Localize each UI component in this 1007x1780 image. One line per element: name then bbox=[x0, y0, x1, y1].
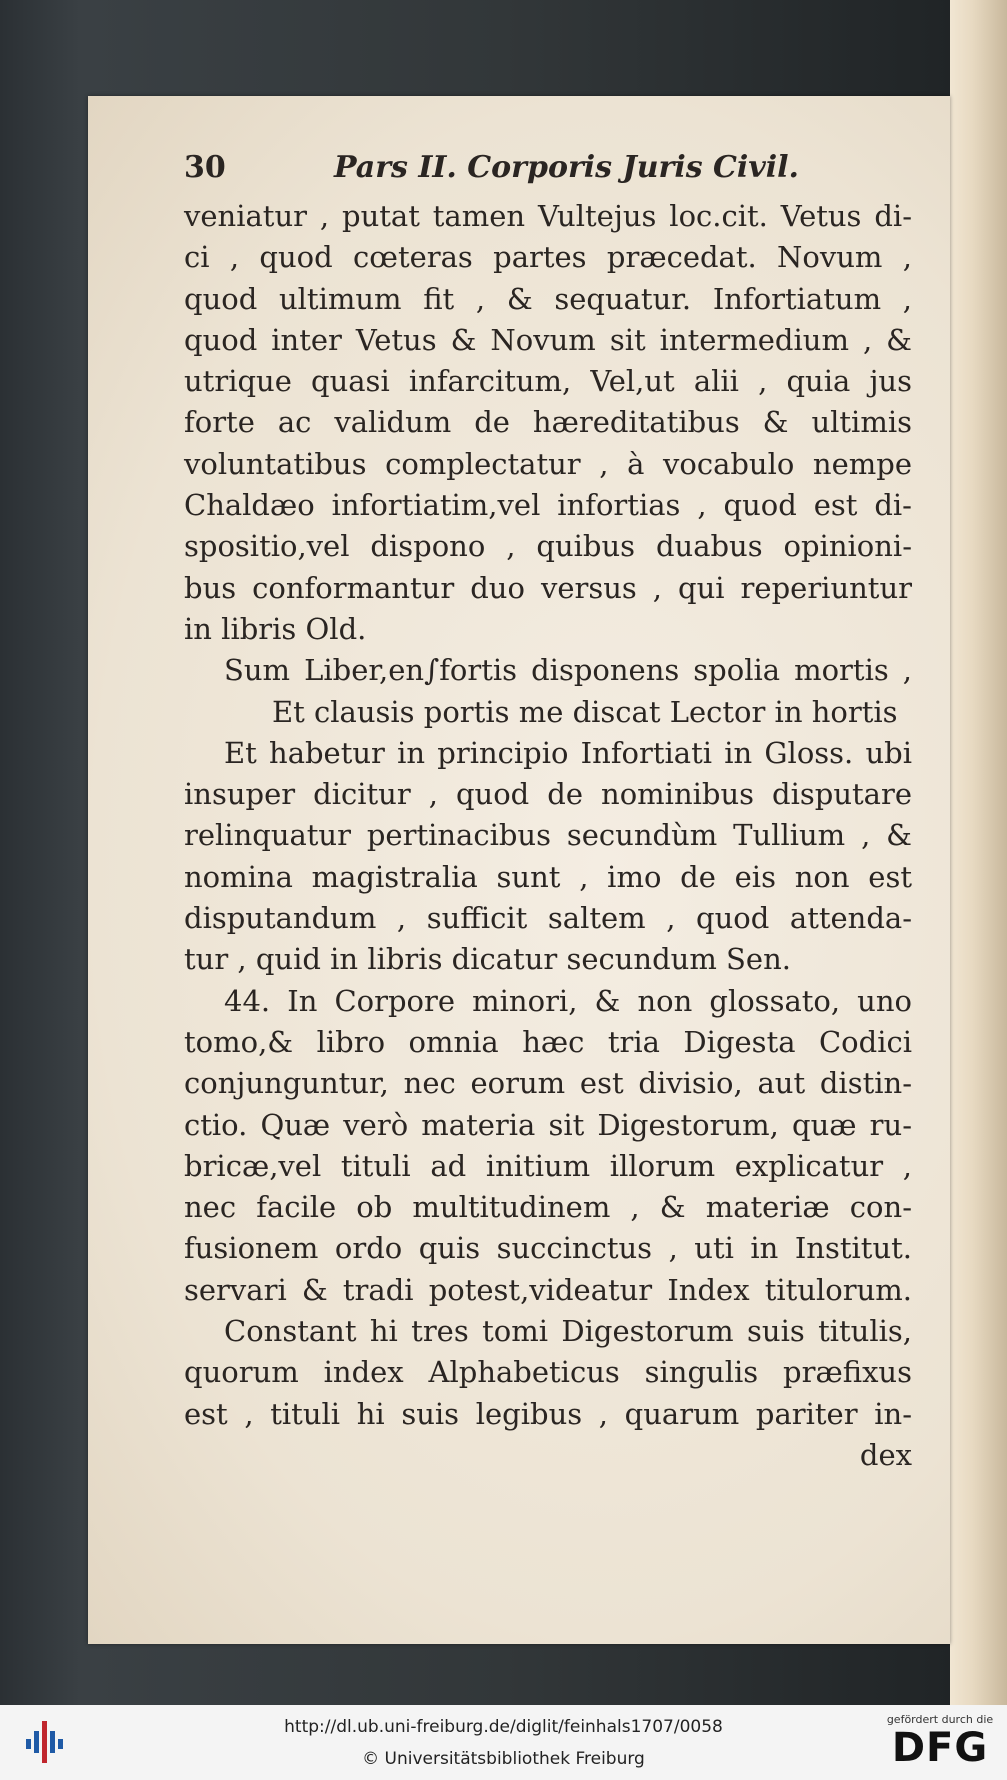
text-line: veniatur , putat tamen Vultejus loc.cit. Vetus di- bbox=[184, 199, 912, 233]
facing-page-edge bbox=[950, 0, 1007, 1705]
text-line: forte ac validum de hæreditatibus & ultimis bbox=[184, 405, 912, 440]
text-line: voluntatibus complectatur , à vocabulo nempe bbox=[184, 446, 912, 481]
running-title: Pars II. Corporis Juris Civil. bbox=[334, 150, 799, 185]
text-line: conjunguntur, nec eorum est divisio, aut distin- bbox=[184, 1066, 912, 1101]
text-line: Et clausis portis me discat Lector in hortis bbox=[272, 694, 898, 729]
text-line: utrique quasi infarcitum, Vel,ut alii , quia jus bbox=[184, 364, 912, 399]
text-line: insuper dicitur , quod de nominibus disputare bbox=[184, 777, 912, 812]
text-line: relinquatur pertinacibus secundùm Tullium , & bbox=[184, 818, 912, 853]
text-line: servari & tradi potest,videatur Index titulorum. bbox=[184, 1272, 912, 1307]
text-lines bbox=[184, 196, 912, 1435]
text-line: disputandum , sufficit saltem , quod attenda- bbox=[184, 901, 912, 936]
funder-badge bbox=[880, 1713, 1000, 1775]
text-line: bricæ,vel tituli ad initium illorum explicatur , bbox=[184, 1148, 912, 1183]
running-head bbox=[184, 150, 912, 196]
text-line: quod inter Vetus & Novum sit intermedium , & bbox=[184, 322, 912, 357]
funder-caption: gefördert durch die bbox=[886, 1713, 994, 1726]
footer-bar bbox=[0, 1705, 1007, 1780]
text-line: quorum index Alphabeticus singulis præfixus bbox=[184, 1355, 912, 1390]
text-line: ctio. Quæ verò materia sit Digestorum, quæ ru- bbox=[184, 1107, 912, 1142]
text-line: Chaldæo infortiatim,vel infortias , quod est di- bbox=[184, 488, 912, 523]
text-line: tur , quid in libris dicatur secundum Sen. bbox=[184, 942, 791, 977]
text-line: in libris Old. bbox=[184, 611, 367, 646]
text-line: ci , quod cœteras partes præcedat. Novum , bbox=[184, 240, 912, 275]
text-line: tomo,& libro omnia hæc tria Digesta Codici bbox=[184, 1024, 912, 1059]
dfg-logo: DFG bbox=[891, 1725, 989, 1771]
text-line: fusionem ordo quis succinctus , uti in Institut. bbox=[184, 1231, 912, 1266]
text-line: Sum Liber,en∫fortis disponens spolia mortis , bbox=[224, 653, 912, 688]
catchword: dex bbox=[859, 1437, 912, 1472]
text-line: est , tituli hi suis legibus , quarum pariter in- bbox=[184, 1396, 912, 1431]
text-line: Constant hi tres tomi Digestorum suis titulis, bbox=[224, 1314, 912, 1349]
page-number: 30 bbox=[184, 150, 226, 185]
text-line: spositio,vel dispono , quibus duabus opinioni- bbox=[184, 529, 912, 564]
permalink-url[interactable]: http://dl.ub.uni-freiburg.de/diglit/feinhals1707/0058 bbox=[284, 1717, 723, 1737]
text-line: nomina magistralia sunt , imo de eis non est bbox=[184, 859, 912, 894]
text-line: bus conformantur duo versus , qui reperiuntur bbox=[184, 570, 912, 605]
copyright-notice: © Universitätsbibliothek Freiburg bbox=[362, 1749, 645, 1769]
text-line: nec facile ob multitudinem , & materiæ con- bbox=[184, 1190, 912, 1225]
text-line: Et habetur in principio Infortiati in Gloss. ubi bbox=[224, 735, 912, 770]
text-line: quod ultimum fit , & sequatur. Infortiatum , bbox=[184, 281, 912, 316]
page-text-block bbox=[184, 150, 912, 1476]
text-line: 44. In Corpore minori, & non glossato, uno bbox=[224, 983, 912, 1018]
